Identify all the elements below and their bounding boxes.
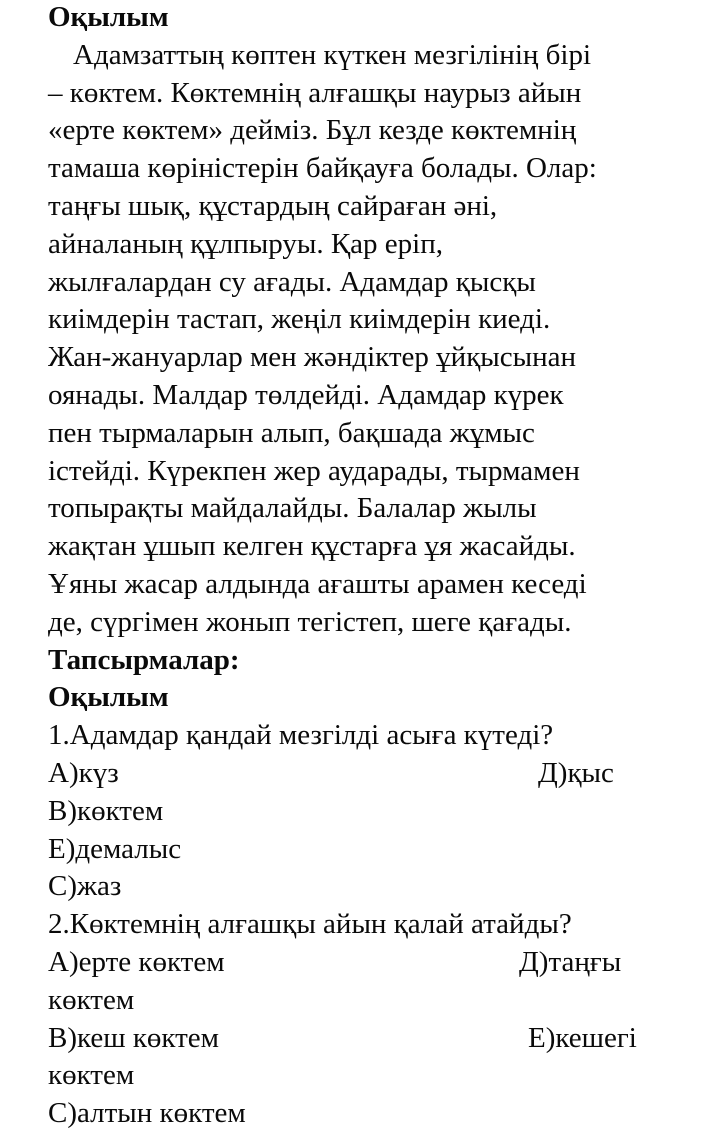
option-row (48, 755, 720, 793)
option-row (48, 793, 720, 831)
option-row (48, 831, 720, 869)
option-e: Е)кешегі (528, 1021, 637, 1054)
option-e-continuation: көктем (48, 1059, 135, 1092)
reading-passage (48, 37, 720, 642)
option-b: В)кеш көктем (48, 1021, 220, 1054)
passage-line: – көктем. Көктемнің алғашқы наурыз айын (48, 76, 582, 109)
option-c: С)жаз (48, 870, 122, 903)
passage-line: де, сүргімен жонып тегістеп, шеге қағады. (48, 605, 572, 638)
passage-line: таңғы шық, құстардың сайраған әні, (48, 189, 498, 222)
option-d: Д)қыс (538, 756, 614, 789)
option-d-continuation: көктем (48, 983, 135, 1016)
option-row (48, 982, 720, 1020)
passage-line: Адамзаттың көптен күткен мезгілінің бірі (73, 38, 592, 71)
passage-line: «ерте көктем» дейміз. Бұл кезде көктемнің (48, 114, 577, 147)
passage-line: Жан-жануарлар мен жәндіктер ұйқысынан (48, 341, 577, 374)
option-a: А)ерте көктем (48, 945, 225, 978)
passage-line: тамаша көріністерін байқауға болады. Олар: (48, 152, 597, 185)
question-text: 1.Адамдар қандай мезгілді асыға күтеді? (48, 719, 554, 752)
passage-line: киімдерін тастап, жеңіл киімдерін киеді. (48, 303, 551, 336)
passage-line: жақтан ұшып келген құстарға ұя жасайды. (48, 530, 576, 563)
passage-line: оянады. Малдар төлдейді. Адамдар күрек (48, 378, 564, 411)
passage-line: жылғалардан су ағады. Адамдар қысқы (48, 265, 536, 298)
option-row (48, 868, 720, 906)
passage-line: Ұяны жасар алдында ағашты арамен кеседі (48, 567, 587, 600)
option-row (48, 1020, 720, 1058)
option-b: В)көктем (48, 794, 164, 827)
option-row (48, 1095, 720, 1133)
option-row (48, 1057, 720, 1095)
option-a: А)күз (48, 756, 119, 789)
passage-line: топырақты майдалайды. Балалар жылы (48, 492, 537, 525)
question-1 (48, 717, 720, 906)
question-text: 2.Көктемнің алғашқы айын қалай атайды? (48, 908, 572, 941)
option-d: Д)таңғы (519, 945, 622, 978)
passage-line: істейді. Күрекпен жер аударады, тырмамен (48, 454, 580, 487)
tasks-subheading: Оқылым (48, 681, 169, 714)
option-e: Е)демалыс (48, 832, 182, 865)
option-c: С)алтын көктем (48, 1097, 246, 1130)
reading-title: Оқылым (48, 1, 169, 33)
tasks-heading: Тапсырмалар: (48, 643, 240, 676)
passage-line: айналаның құлпыруы. Қар еріп, (48, 227, 443, 260)
option-row (48, 944, 720, 982)
passage-line: пен тырмаларын алып, бақшада жұмыс (48, 416, 535, 449)
question-2 (48, 906, 720, 1133)
